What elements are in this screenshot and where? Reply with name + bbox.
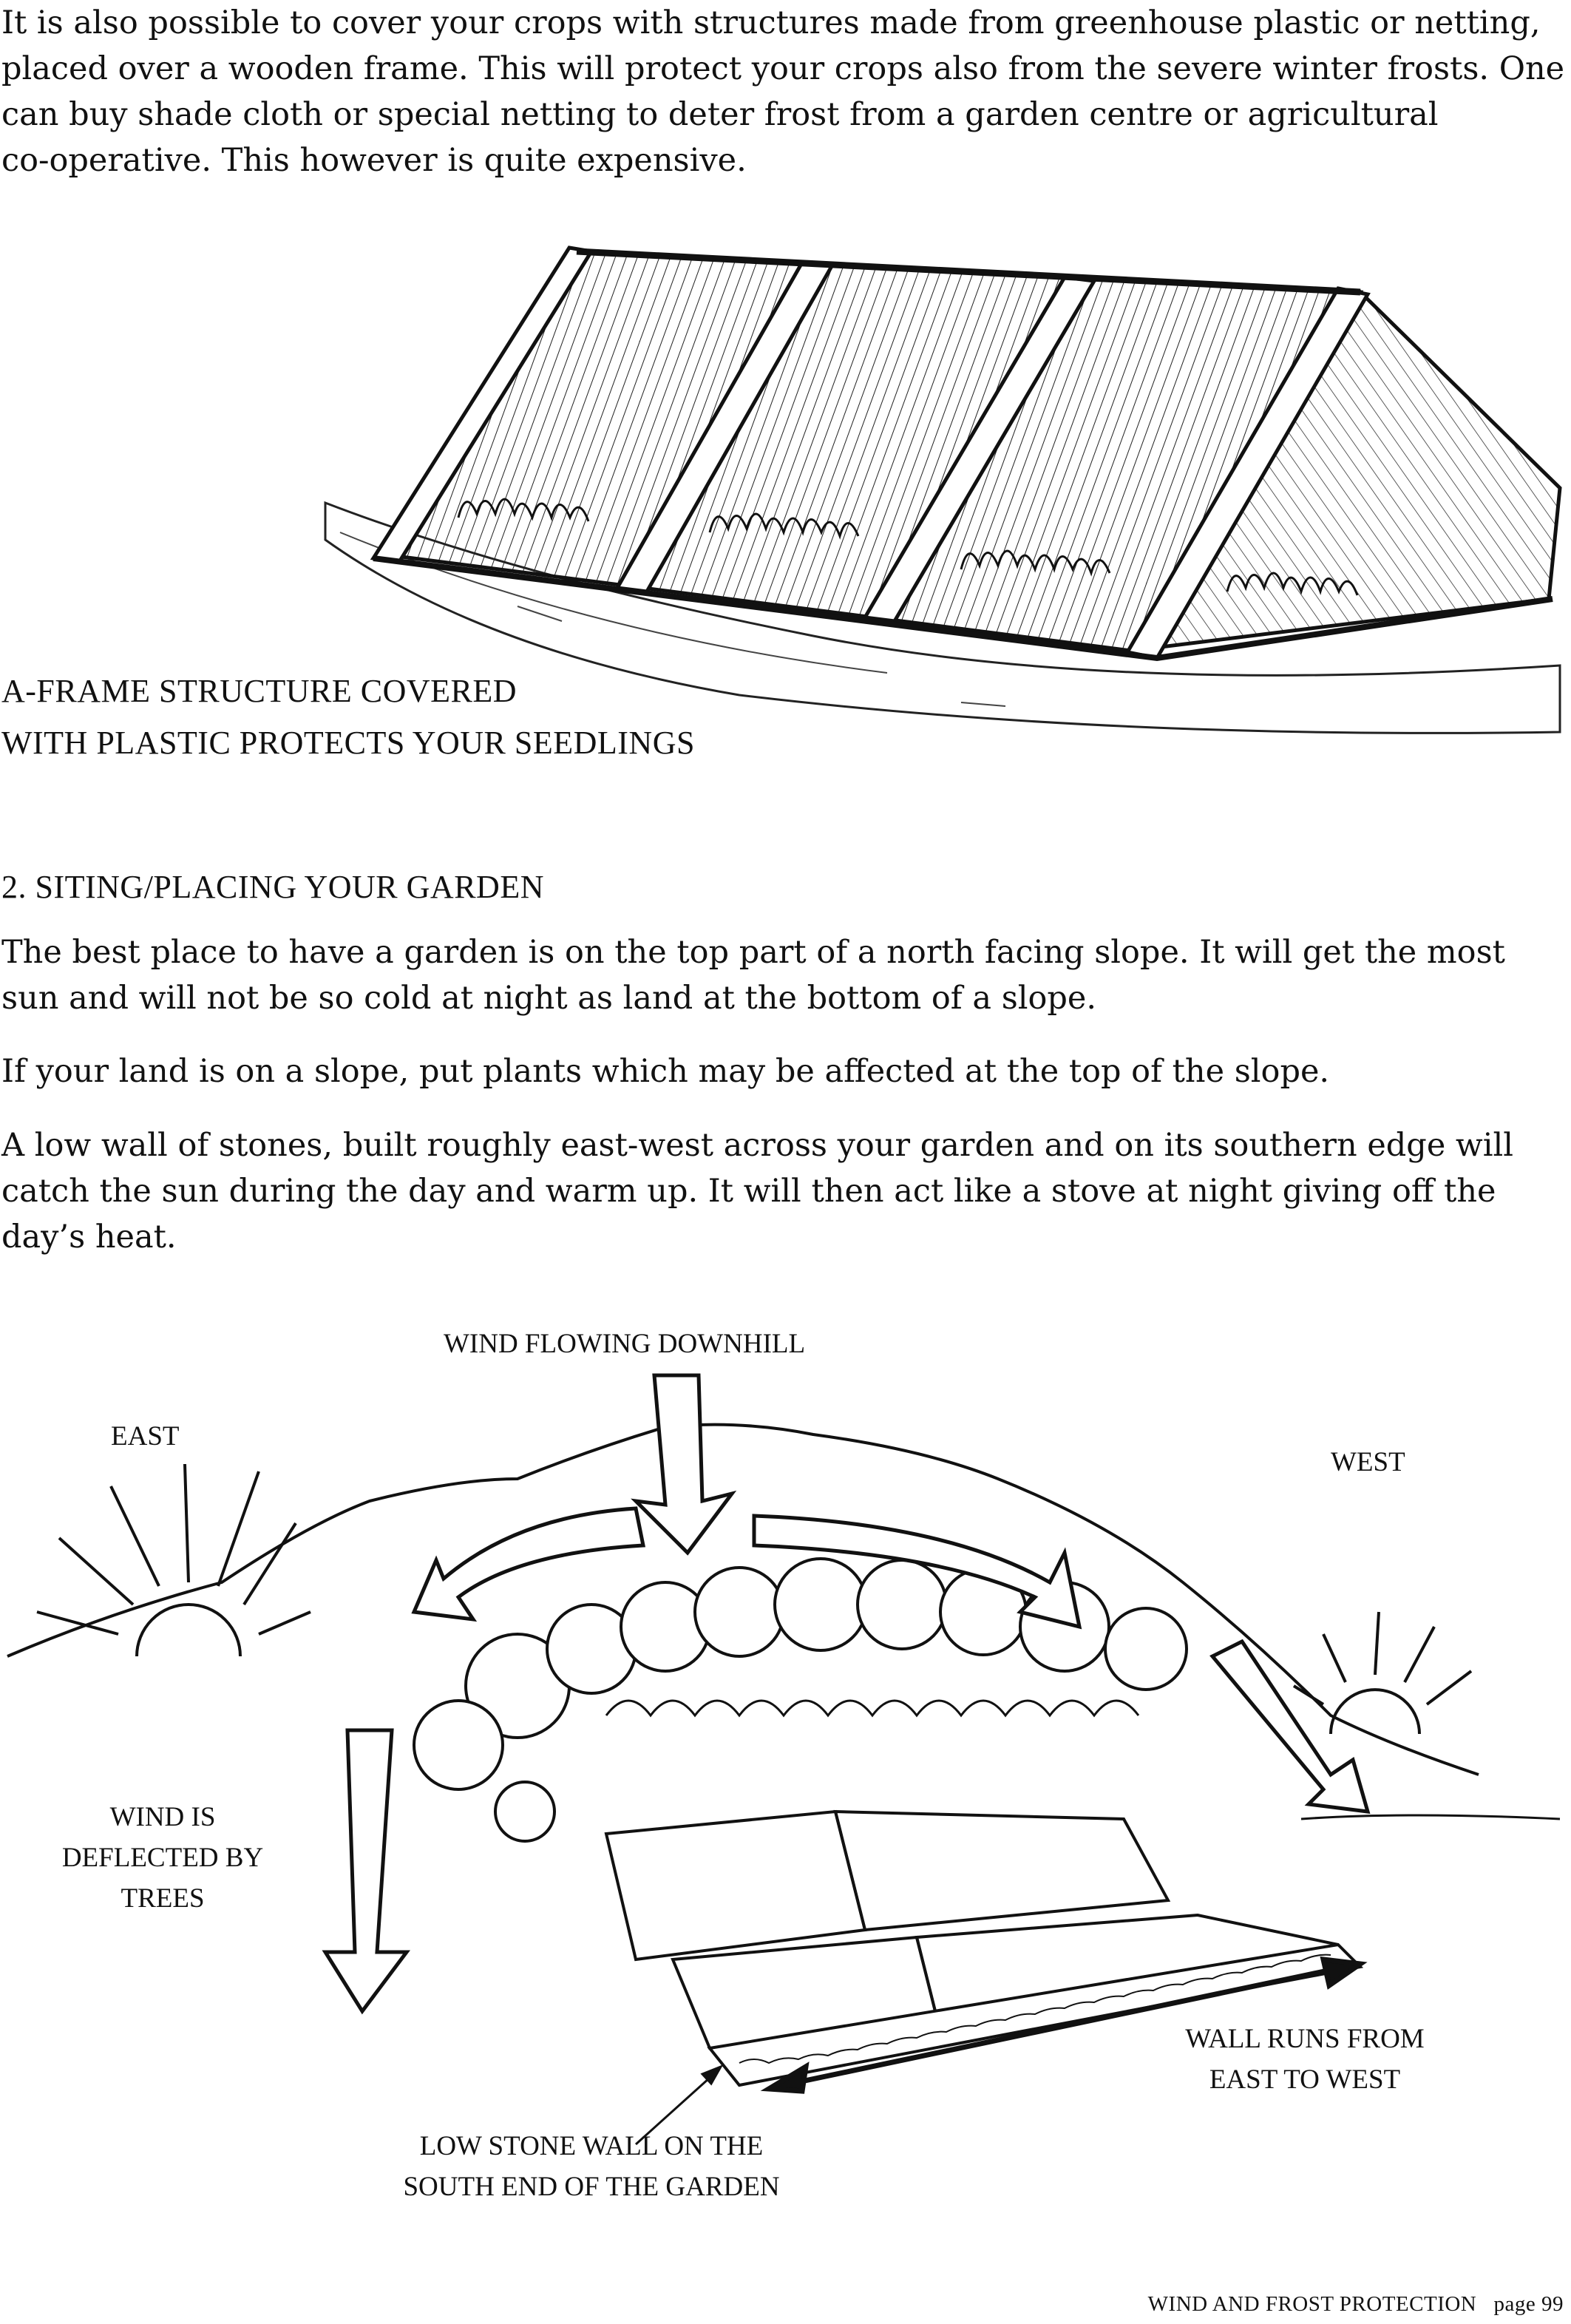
page-number: page 99 bbox=[1493, 2292, 1564, 2316]
text-line: If your land is on a slope, put plants which may be affected at the top of the slope. bbox=[1, 1053, 1330, 1090]
text-line: The best place to have a garden is on the top part of a north facing slope. It will get the most bbox=[1, 934, 1505, 971]
label-line: LOW STONE WALL ON THE bbox=[419, 2131, 764, 2161]
intro-paragraph bbox=[1, 0, 1565, 183]
caption-line: WITH PLASTIC PROTECTS YOUR SEEDLINGS bbox=[1, 725, 695, 761]
east-label: EAST bbox=[111, 1421, 180, 1451]
body-paragraph bbox=[1, 929, 1561, 1021]
wind-flow-label: WIND FLOWING DOWNHILL bbox=[444, 1329, 806, 1359]
deflect-label bbox=[52, 1797, 274, 1919]
west-label: WEST bbox=[1331, 1447, 1405, 1477]
body-paragraph bbox=[1, 1048, 1561, 1094]
figure-caption bbox=[1, 665, 695, 769]
stone-wall-label bbox=[384, 2126, 798, 2207]
label-line: SOUTH END OF THE GARDEN bbox=[403, 2172, 780, 2202]
section-heading: 2. SITING/PLACING YOUR GARDEN bbox=[1, 869, 544, 905]
text-line: A low wall of stones, built roughly east-west across your garden and on its southern edge will bbox=[1, 1127, 1513, 1164]
text-line: placed over a wooden frame. This will protect your crops also from the severe winter frosts. One bbox=[1, 50, 1565, 87]
label-line: TREES bbox=[121, 1883, 205, 1914]
footer-section: WIND AND FROST PROTECTION bbox=[1147, 2292, 1477, 2316]
a-frame-illustration bbox=[0, 222, 1571, 739]
text-line: co-operative. This however is quite expensive. bbox=[1, 142, 747, 179]
wall-direction-label bbox=[1168, 2019, 1442, 2100]
text-line: catch the sun during the day and warm up. It will then act like a stove at night giving off the bbox=[1, 1173, 1496, 1210]
label-line: EAST TO WEST bbox=[1209, 2064, 1401, 2095]
body-paragraph bbox=[1, 1122, 1561, 1260]
text-line: can buy shade cloth or special netting to deter frost from a garden centre or agricultural bbox=[1, 96, 1439, 133]
label-line: WALL RUNS FROM bbox=[1185, 2024, 1425, 2054]
text-line: day’s heat. bbox=[1, 1219, 177, 1256]
page-footer bbox=[1148, 2292, 1564, 2317]
label-line: DEFLECTED BY bbox=[61, 1843, 264, 1873]
label-line: WIND IS bbox=[109, 1802, 216, 1832]
caption-line: A-FRAME STRUCTURE COVERED bbox=[1, 673, 517, 709]
text-line: It is also possible to cover your crops with structures made from greenhouse plastic or netting, bbox=[1, 4, 1541, 41]
text-line: sun and will not be so cold at night as land at the bottom of a slope. bbox=[1, 980, 1097, 1017]
sun-icon bbox=[1294, 1612, 1471, 1734]
